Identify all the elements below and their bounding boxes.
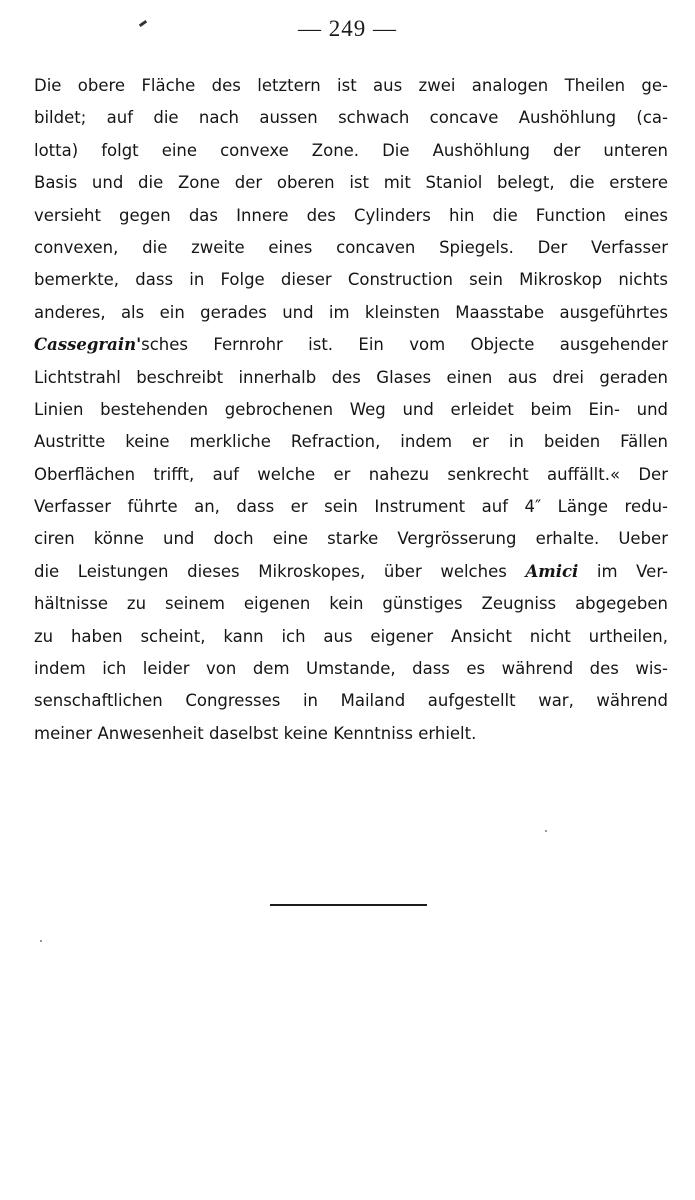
text-line: Linien bestehenden gebrochenen Weg und erleidet beim Ein- und <box>34 399 668 419</box>
text-line: Die obere Fläche des letztern ist aus zwei analogen Theilen ge- <box>34 76 668 95</box>
name-amici: Amici <box>525 561 579 581</box>
text-line: bildet; auf die nach aussen schwach concave Aushöhlung (ca- <box>34 108 668 128</box>
closing-rule <box>270 904 427 906</box>
text-line: Oberflächen trifft, auf welche er nahezu senkrecht auffällt.« Der <box>34 464 668 484</box>
text-fragment: sches Fernrohr ist. Ein vom Objecte ausgehender <box>141 335 668 355</box>
text-line: Verfasser führte an, dass er sein Instrument auf 4″ Länge redu- <box>34 497 668 517</box>
text-line: Lichtstrahl beschreibt innerhalb des Glases einen aus drei geraden <box>34 367 668 387</box>
text-line: meiner Anwesenheit daselbst keine Kenntniss erhielt. <box>34 723 477 743</box>
text-line: bemerkte, dass in Folge dieser Construction sein Mikroskop nichts <box>34 270 668 290</box>
text-line: convexen, die zweite eines concaven Spiegels. Der Verfasser <box>34 237 668 257</box>
name-cassegrain: Cassegrain' <box>34 335 142 355</box>
text-line: senschaftlichen Congresses in Mailand aufgestellt war, während <box>34 691 668 711</box>
text-line: Basis und die Zone der oberen ist mit Staniol belegt, die erstere <box>34 173 668 193</box>
text-line: ciren könne und doch eine starke Vergrösserung erhalte. Ueber <box>34 529 668 549</box>
text-line: anderes, als ein gerades und im kleinsten Maasstabe ausgeführtes <box>34 302 668 322</box>
text-fragment: die Leistungen dieses Mikroskopes, über welches <box>34 561 507 581</box>
text-line: versieht gegen das Innere des Cylinders hin die Function eines <box>34 205 668 225</box>
text-line: hältnisse zu seinem eigenen kein günstiges Zeugniss abgegeben <box>34 594 668 614</box>
text-line: lotta) folgt eine convexe Zone. Die Aushöhlung der unteren <box>34 140 668 160</box>
page-number: — 249 — <box>298 16 397 41</box>
body-text <box>34 70 668 750</box>
paper-speck <box>545 830 547 832</box>
paper-speck <box>40 940 42 942</box>
text-line <box>34 329 668 361</box>
text-line: indem ich leider von dem Umstande, dass es während des wis- <box>34 659 668 679</box>
text-fragment: im Ver- <box>596 561 668 581</box>
text-line: zu haben scheint, kann ich aus eigener Ansicht nicht urtheilen, <box>34 626 668 646</box>
text-line <box>34 556 668 588</box>
text-line: Austritte keine merkliche Refraction, indem er in beiden Fällen <box>34 432 668 452</box>
